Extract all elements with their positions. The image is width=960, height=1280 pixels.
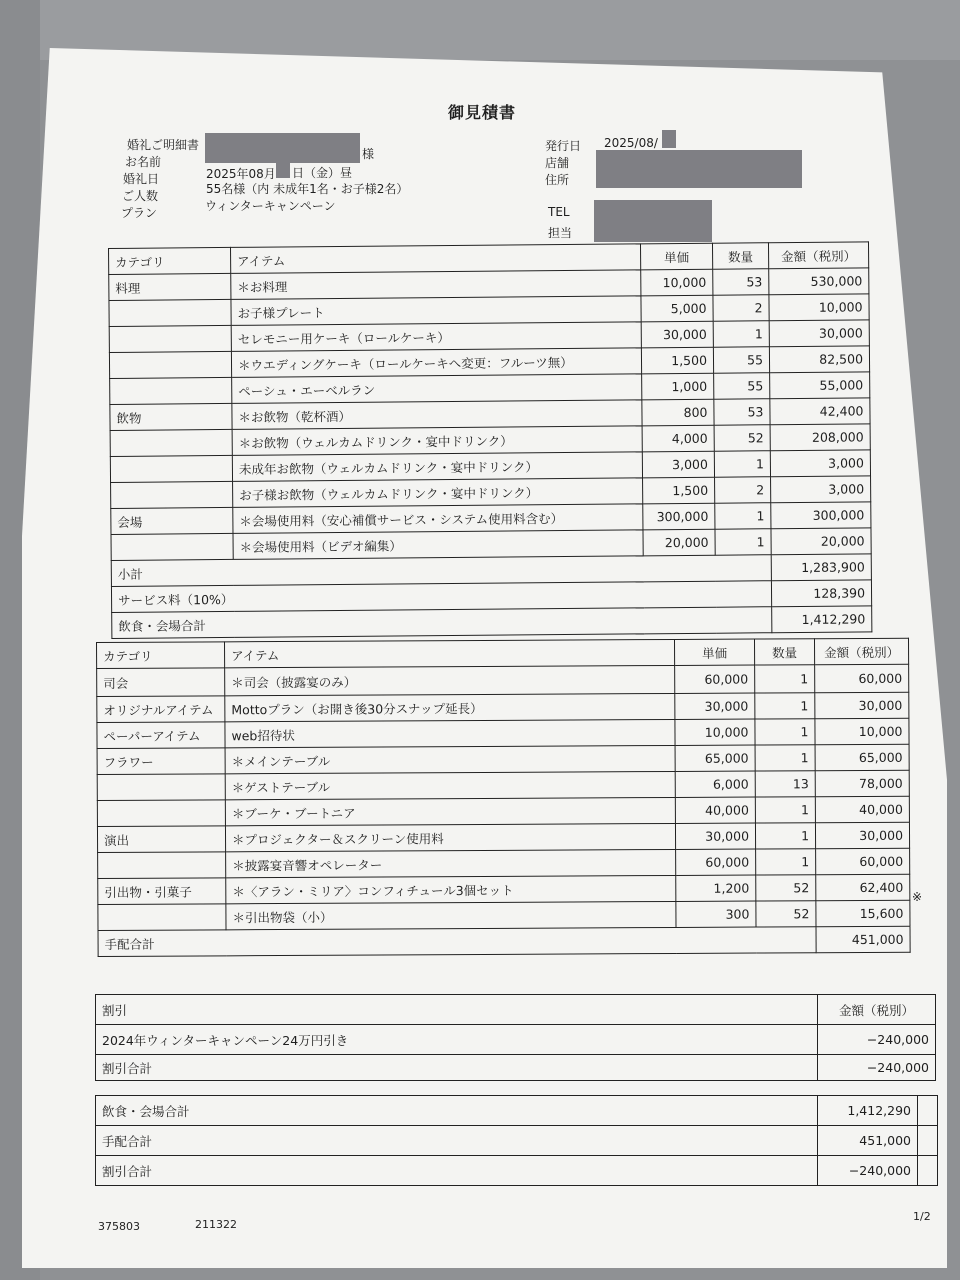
row-unit-price: 800 <box>642 399 714 426</box>
note-mark: ※ <box>912 890 923 904</box>
row-item: お子様お飲物（ウェルカムドリンク・宴中ドリンク） <box>233 478 643 508</box>
row-qty: 1 <box>755 665 815 693</box>
row-unit-price: 5,000 <box>641 295 713 322</box>
name-suffix: 様 <box>362 147 375 161</box>
row-unit-price: 1,200 <box>676 875 756 901</box>
page-number: 1/2 <box>913 1210 931 1223</box>
row-amount: 208,000 <box>770 424 870 451</box>
row-item: ＊司会（披露宴のみ） <box>225 665 675 695</box>
row-category <box>109 351 231 378</box>
summary-row <box>96 1126 938 1156</box>
row-category <box>110 377 232 404</box>
summary-spacer <box>918 1126 938 1156</box>
row-item: ＊会場使用料（ビデオ編集） <box>233 530 643 560</box>
row-category <box>110 429 232 456</box>
row-item: ＊プロジェクター＆スクリーン使用料 <box>225 823 675 851</box>
row-category: 会場 <box>111 507 233 534</box>
discount-table <box>95 994 936 1081</box>
row-qty: 1 <box>755 719 815 745</box>
row-qty: 1 <box>715 529 771 555</box>
col-amount: 金額（税別） <box>814 638 908 664</box>
label-detail: 婚礼ご明細書 <box>127 138 200 152</box>
issue-date: 2025/08/ <box>604 136 658 150</box>
redacted-contact <box>594 200 712 242</box>
row-unit-price: 60,000 <box>676 849 756 875</box>
food-total-amount: 1,412,290 <box>772 606 872 633</box>
subtotal-amount: 1,283,900 <box>771 554 871 581</box>
footer-code-2: 211322 <box>195 1218 237 1231</box>
row-amount: 30,000 <box>815 822 909 848</box>
subtotal-label: 小計 <box>111 555 771 587</box>
row-item: Mottoプラン（お開き後30分スナップ延長） <box>225 693 675 721</box>
row-unit-price: 4,000 <box>642 425 714 452</box>
service-amount: 128,390 <box>771 580 871 607</box>
col-category: カテゴリ <box>97 642 225 669</box>
row-category: 料理 <box>109 273 231 300</box>
guests-count: 55名様（内 未成年1名・お子様2名） <box>206 182 409 196</box>
wedding-date-suffix: 日（金）昼 <box>292 166 353 180</box>
row-qty: 1 <box>755 693 815 719</box>
row-item: ＊披露宴音響オペレーター <box>226 849 676 877</box>
row-qty: 1 <box>714 451 770 477</box>
discount-item: 2024年ウィンターキャンペーン24万円引き <box>96 1025 818 1055</box>
row-qty: 53 <box>714 399 770 425</box>
row-item: セレモニー用ケーキ（ロールケーキ） <box>231 322 641 352</box>
row-unit-price: 3,000 <box>642 451 714 478</box>
plan-name: ウィンターキャンペーン <box>205 199 336 213</box>
row-item: ＊お飲物（乾杯酒） <box>232 400 642 430</box>
food-total-label: 飲食・会場合計 <box>112 607 772 639</box>
summary-label: 飲食・会場合計 <box>96 1096 818 1126</box>
row-category: ペーパーアイテム <box>97 722 225 749</box>
label-store: 店舗 <box>545 156 570 170</box>
arrangements-total-label: 手配合計 <box>98 927 816 957</box>
row-amount: 30,000 <box>815 692 909 718</box>
row-qty: 2 <box>715 477 771 503</box>
row-unit-price: 30,000 <box>675 823 755 849</box>
row-category <box>109 299 231 326</box>
row-amount: 55,000 <box>770 372 870 399</box>
discount-item-amount: −240,000 <box>818 1025 936 1055</box>
row-amount: 300,000 <box>771 502 871 529</box>
document-title: 御見積書 <box>448 103 517 122</box>
row-item: ＊引出物袋（小） <box>226 901 676 929</box>
row-qty: 52 <box>714 425 770 451</box>
discount-label: 割引 <box>96 995 818 1025</box>
row-qty: 1 <box>755 823 815 849</box>
row-category <box>111 533 233 560</box>
row-category: 引出物・引菓子 <box>98 878 226 905</box>
col-category: カテゴリ <box>109 247 231 274</box>
row-category <box>110 455 232 482</box>
col-item: アイテム <box>230 244 640 274</box>
row-category <box>98 904 226 931</box>
discount-total-amount: −240,000 <box>818 1055 936 1081</box>
row-qty: 13 <box>755 771 815 797</box>
row-item: ＊〈アラン・ミリア〉コンフィチュール3個セット <box>226 875 676 903</box>
col-amount: 金額（税別） <box>768 242 868 269</box>
row-item: ＊お料理 <box>231 270 641 300</box>
row-qty: 55 <box>714 373 770 399</box>
row-unit-price: 30,000 <box>675 693 755 719</box>
row-unit-price: 40,000 <box>675 797 755 823</box>
row-category <box>109 325 231 352</box>
row-qty: 55 <box>713 347 769 373</box>
row-qty: 52 <box>756 901 816 927</box>
row-amount: 530,000 <box>769 268 869 295</box>
summary-spacer <box>918 1156 938 1186</box>
summary-spacer <box>918 1096 938 1126</box>
row-category <box>98 852 226 879</box>
table-header <box>96 995 936 1025</box>
row-item: ペーシュ・エーベルラン <box>232 374 642 404</box>
row-item: ＊ウエディングケーキ（ロールケーキへ変更：フルーツ無） <box>231 348 641 378</box>
row-category: オリジナルアイテム <box>97 696 225 723</box>
col-item: アイテム <box>225 639 675 667</box>
row-unit-price: 30,000 <box>641 321 713 348</box>
total-row <box>96 1055 936 1081</box>
row-qty: 1 <box>713 321 769 347</box>
row-amount: 78,000 <box>815 770 909 796</box>
row-amount: 10,000 <box>815 718 909 744</box>
row-amount: 62,400 <box>816 874 910 900</box>
row-amount: 10,000 <box>769 294 869 321</box>
row-qty: 53 <box>713 269 769 295</box>
label-wedding-date: 婚礼日 <box>123 172 160 186</box>
summary-label: 割引合計 <box>96 1156 818 1186</box>
row-amount: 60,000 <box>815 664 909 692</box>
row-item: 未成年お飲物（ウェルカムドリンク・宴中ドリンク） <box>232 452 642 482</box>
label-staff: 担当 <box>548 226 573 240</box>
row-qty: 1 <box>755 797 815 823</box>
col-unit-price: 単価 <box>640 243 712 270</box>
row-qty: 52 <box>756 875 816 901</box>
row-qty: 1 <box>756 849 816 875</box>
row-unit-price: 60,000 <box>675 665 755 693</box>
service-label: サービス料（10%） <box>111 581 771 613</box>
col-quantity: 数量 <box>712 243 768 269</box>
row-category <box>111 481 233 508</box>
row-unit-price: 300,000 <box>643 503 715 530</box>
redacted-issue-day <box>662 130 676 148</box>
row-unit-price: 6,000 <box>675 771 755 797</box>
table-row <box>97 664 909 696</box>
row-item: ＊ブーケ・ブートニア <box>225 797 675 825</box>
row-amount: 20,000 <box>771 528 871 555</box>
row-category <box>97 800 225 827</box>
row-qty: 2 <box>713 295 769 321</box>
row-qty: 1 <box>715 503 771 529</box>
wedding-date: 2025年08月 <box>206 167 276 181</box>
arrangements-table <box>96 638 911 957</box>
row-unit-price: 10,000 <box>641 269 713 296</box>
table-row <box>96 1025 936 1055</box>
row-amount: 15,600 <box>816 900 910 926</box>
row-unit-price: 1,500 <box>643 477 715 504</box>
row-unit-price: 1,500 <box>641 347 713 374</box>
food-venue-table <box>108 241 872 639</box>
row-amount: 3,000 <box>770 450 870 477</box>
label-name: お名前 <box>125 155 162 169</box>
col-quantity: 数量 <box>754 639 814 665</box>
row-unit-price: 10,000 <box>675 719 755 745</box>
redacted-day <box>276 162 290 178</box>
row-unit-price: 20,000 <box>643 529 715 556</box>
label-issue-date: 発行日 <box>545 139 582 153</box>
col-unit-price: 単価 <box>674 639 754 665</box>
label-guests: ご人数 <box>122 189 159 203</box>
row-unit-price: 300 <box>676 901 756 927</box>
footer-code-1: 375803 <box>98 1220 140 1233</box>
row-item: ＊会場使用料（安心補償サービス・システム使用料含む） <box>233 504 643 534</box>
row-amount: 82,500 <box>769 346 869 373</box>
arrangements-total-amount: 451,000 <box>816 926 910 952</box>
summary-row <box>96 1156 938 1186</box>
row-amount: 3,000 <box>771 476 871 503</box>
row-category: 司会 <box>97 668 225 697</box>
row-amount: 42,400 <box>770 398 870 425</box>
summary-amount: −240,000 <box>818 1156 918 1186</box>
summary-amount: 451,000 <box>818 1126 918 1156</box>
total-row <box>98 926 910 956</box>
row-item: お子様プレート <box>231 296 641 326</box>
label-tel: TEL <box>548 205 570 219</box>
summary-row <box>96 1096 938 1126</box>
row-qty: 1 <box>755 745 815 771</box>
row-category: フラワー <box>97 748 225 775</box>
row-amount: 30,000 <box>769 320 869 347</box>
redacted-address <box>596 150 802 188</box>
discount-total-label: 割引合計 <box>96 1055 818 1081</box>
row-unit-price: 1,000 <box>642 373 714 400</box>
row-category <box>97 774 225 801</box>
row-amount: 60,000 <box>816 848 910 874</box>
label-plan: プラン <box>121 206 158 220</box>
row-item: web招待状 <box>225 719 675 747</box>
row-item: ＊お飲物（ウェルカムドリンク・宴中ドリンク） <box>232 426 642 456</box>
row-category: 演出 <box>97 826 225 853</box>
row-category: 飲物 <box>110 403 232 430</box>
summary-amount: 1,412,290 <box>818 1096 918 1126</box>
row-unit-price: 65,000 <box>675 745 755 771</box>
row-amount: 65,000 <box>815 744 909 770</box>
label-address: 住所 <box>545 173 570 187</box>
row-item: ＊メインテーブル <box>225 745 675 773</box>
row-amount: 40,000 <box>815 796 909 822</box>
summary-label: 手配合計 <box>96 1126 818 1156</box>
summary-table <box>95 1095 938 1186</box>
discount-amount-header: 金額（税別） <box>818 995 936 1025</box>
row-item: ＊ゲストテーブル <box>225 771 675 799</box>
redacted-name <box>205 133 360 163</box>
